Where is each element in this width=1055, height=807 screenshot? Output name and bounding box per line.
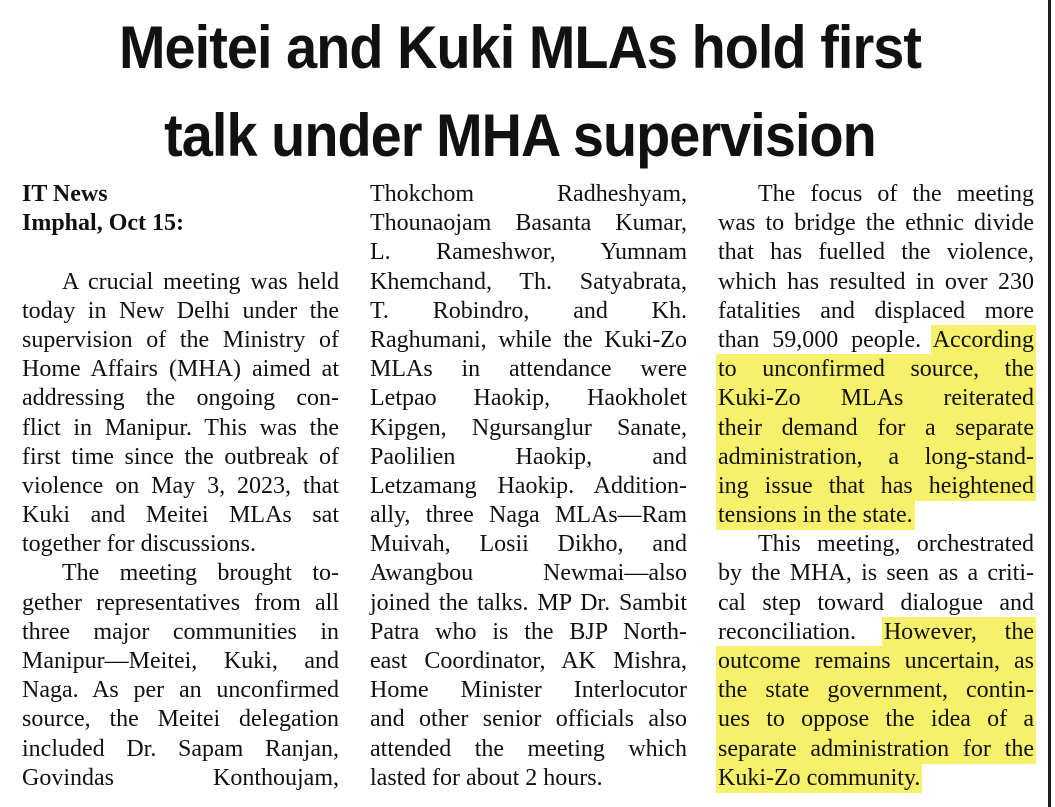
text-line: Letpao Haokip, Haokholet	[370, 385, 687, 412]
highlighted-line	[718, 443, 1034, 472]
text-line: Patra who is the BJP North-	[370, 618, 687, 645]
highlighted-segment: administration, a long-stand-	[718, 443, 1034, 470]
highlighted-line	[718, 764, 1034, 793]
text-line: that has fuelled the violence,	[718, 239, 1034, 266]
text-line: east Coordinator, AK Mishra,	[370, 648, 687, 674]
text-line: three major communities in	[22, 618, 339, 645]
text-line: Naga. As per an unconfirmed	[22, 677, 339, 704]
plain-segment: than 59,000 people.	[718, 326, 922, 353]
text-line: Thokchom Radheshyam,	[370, 181, 687, 207]
highlighted-line	[718, 414, 1034, 443]
text-line: attended the meeting which	[370, 735, 687, 762]
highlighted-line	[718, 355, 1034, 384]
highlighted-segment: ues to oppose the idea of a	[718, 706, 1034, 733]
highlighted-segment: Kuki-Zo MLAs reiterated	[718, 385, 1034, 412]
text-line: together for discussions.	[22, 531, 256, 558]
text-line: was to bridge the ethnic divide	[718, 210, 1034, 237]
byline-source: IT News	[22, 181, 108, 207]
text-line: MLAs in attendance were	[370, 356, 687, 383]
text-line: Kipgen, Ngursanglur Sanate,	[370, 414, 687, 441]
text-line: by the MHA, is seen as a criti-	[718, 560, 1034, 587]
headline	[36, 4, 1003, 180]
text-line: today in New Delhi under the	[22, 297, 339, 324]
article-column-2	[370, 180, 687, 793]
text-line: L. Rameshwor, Yumnam	[370, 239, 687, 266]
text-line: This meeting, orchestrated	[758, 531, 1034, 558]
highlighted-line	[718, 472, 1034, 501]
text-line: Govindas Konthoujam,	[22, 764, 339, 791]
highlighted-line	[718, 501, 1034, 530]
highlighted-segment: outcome remains uncertain, as	[718, 648, 1034, 674]
text-line: Home Minister Interlocutor	[370, 677, 687, 704]
text-line: Awangbou Newmai—also	[370, 560, 687, 587]
highlighted-segment: their demand for a separate	[718, 414, 1034, 441]
text-line: which has resulted in over 230	[718, 268, 1034, 295]
highlighted-segment: According	[932, 326, 1034, 353]
text-line: Muivah, Losii Dikho, and	[370, 531, 687, 558]
text-line: A crucial meeting was held	[62, 268, 339, 295]
highlighted-line	[718, 705, 1034, 734]
text-line	[718, 618, 1034, 647]
headline-line: Meitei and Kuki MLAs hold first	[118, 14, 922, 81]
text-line: flict in Manipur. This was the	[22, 414, 339, 441]
highlighted-segment: However, the	[883, 618, 1034, 645]
highlighted-segment: separate administration for the	[718, 735, 1034, 762]
text-line: The meeting brought to-	[62, 560, 339, 587]
highlighted-line	[718, 735, 1034, 764]
text-line: source, the Meitei delegation	[22, 706, 339, 733]
headline-line: talk under MHA supervision	[164, 102, 876, 169]
text-line: included Dr. Sapam Ranjan,	[22, 735, 339, 762]
highlighted-segment: Kuki-Zo community.	[718, 764, 921, 791]
text-line	[718, 326, 1034, 355]
text-line: cal step toward dialogue and	[718, 589, 1034, 616]
text-line: gether representatives from all	[22, 589, 339, 616]
highlighted-line	[718, 676, 1034, 705]
text-line: Kuki and Meitei MLAs sat	[22, 502, 339, 529]
highlighted-segment: the state government, contin-	[718, 677, 1034, 704]
text-line: supervision of the Ministry of	[22, 326, 339, 353]
text-line: joined the talks. MP Dr. Sambit	[370, 589, 687, 616]
text-line: Paolilien Haokip, and	[370, 443, 687, 470]
text-line: Manipur—Meitei, Kuki, and	[22, 648, 339, 674]
text-line: lasted for about 2 hours.	[370, 764, 603, 791]
article-column-1	[22, 180, 339, 793]
text-line: and other senior officials also	[370, 706, 687, 733]
text-line: Letzamang Haokip. Addition-	[370, 472, 687, 499]
text-line: Home Affairs (MHA) aimed at	[22, 356, 339, 383]
highlighted-segment: tensions in the state.	[718, 502, 913, 529]
text-line: first time since the outbreak of	[22, 443, 339, 470]
text-line: violence on May 3, 2023, that	[22, 472, 339, 499]
highlighted-segment: ing issue that has heightened	[718, 472, 1034, 499]
blank-line	[22, 238, 339, 267]
highlighted-segment: to unconfirmed source, the	[718, 356, 1034, 383]
text-line: Khemchand, Th. Satyabrata,	[370, 268, 687, 295]
text-line: The focus of the meeting	[758, 181, 1034, 207]
text-line: ally, three Naga MLAs—Ram	[370, 502, 687, 529]
plain-segment: reconciliation.	[718, 618, 856, 645]
highlighted-line	[718, 647, 1034, 676]
text-line: Thounaojam Basanta Kumar,	[370, 210, 687, 237]
highlighted-line	[718, 384, 1034, 413]
text-line: fatalities and displaced more	[718, 297, 1034, 324]
byline-dateline: Imphal, Oct 15:	[22, 210, 184, 237]
text-line: T. Robindro, and Kh.	[370, 297, 687, 324]
text-line: addressing the ongoing con-	[22, 385, 339, 412]
article-column-3	[718, 180, 1034, 793]
page-edge-rule	[1048, 0, 1051, 807]
text-line: Raghumani, while the Kuki-Zo	[370, 326, 687, 353]
